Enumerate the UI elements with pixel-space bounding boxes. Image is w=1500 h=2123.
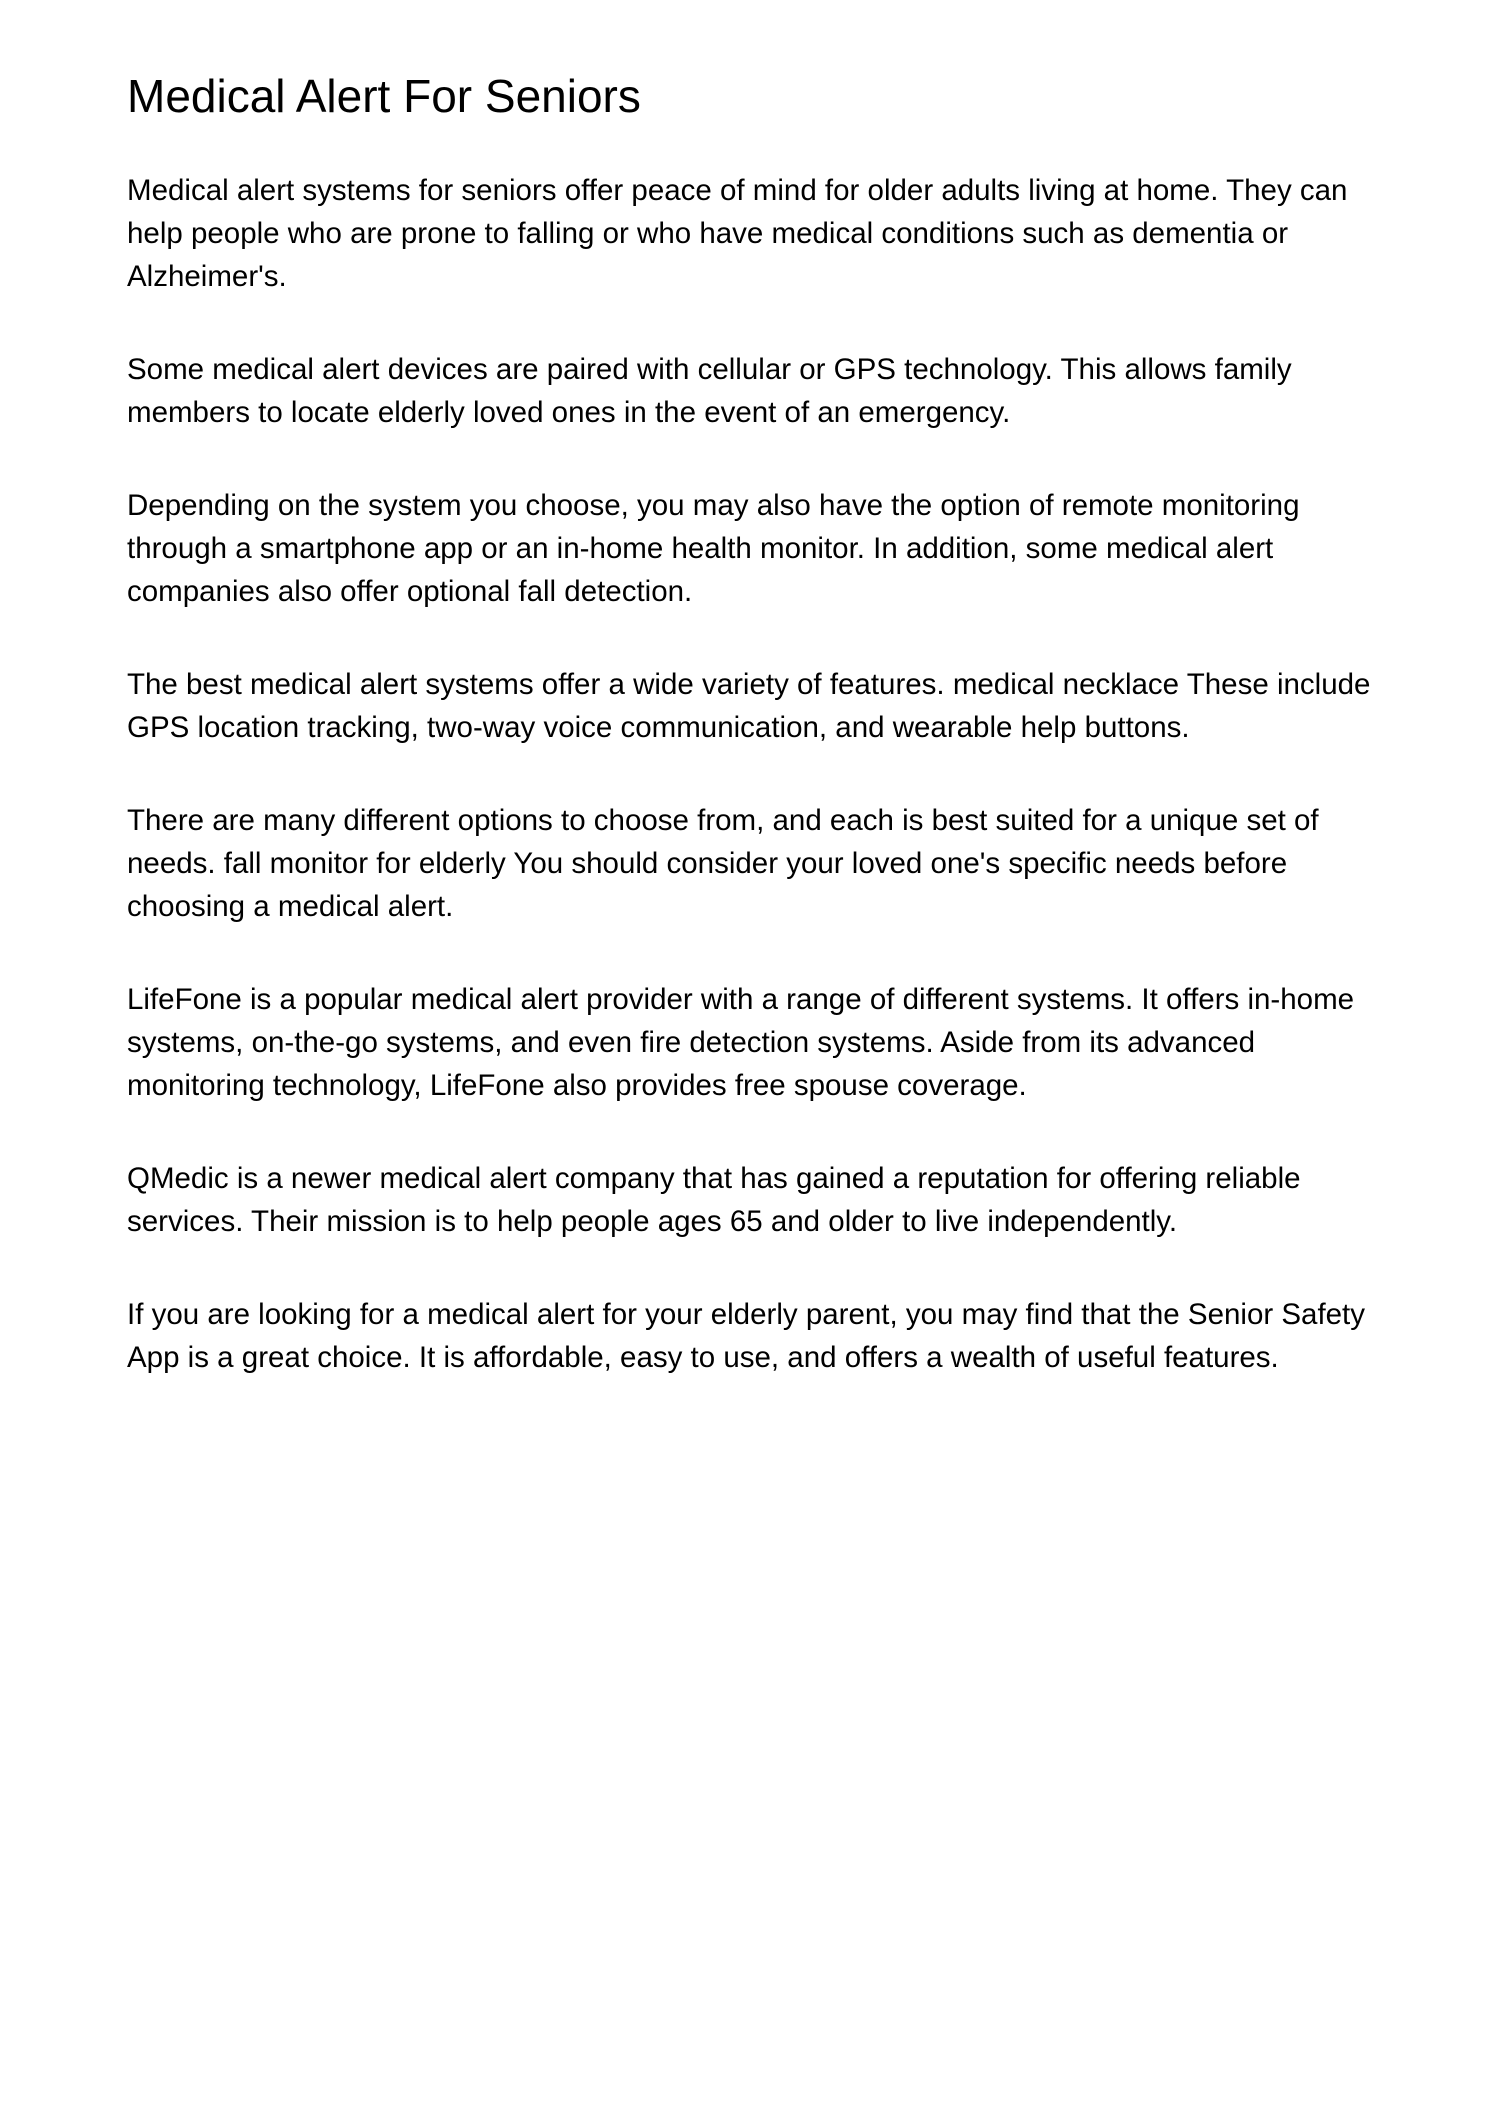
paragraph-best-systems-features: The best medical alert systems offer a wide variety of features. medical necklace These include GPS location tracking, two-way voice communication, and wearable help buttons. (127, 667, 1371, 744)
paragraph-intro: Medical alert systems for seniors offer peace of mind for older adults living at home. They can help people who are prone to falling or who have medical conditions such as dementia or Alzheimer's. (127, 173, 1348, 293)
paragraph-choosing-options: There are many different options to choose from, and each is best suited for a unique set of needs. fall monitor for elderly You should consider your loved one's specific needs before choosing a medical alert. (127, 803, 1319, 923)
paragraph-lifefone: LifeFone is a popular medical alert provider with a range of different systems. It offers in-home systems, on-the-go systems, and even fire detection systems. Aside from its advanced monitoring technology, LifeFone also provides free spouse coverage. (127, 982, 1355, 1102)
page-title: Medical Alert For Seniors (127, 70, 641, 122)
paragraph-senior-safety-app: If you are looking for a medical alert for your elderly parent, you may find that the Senior Safety App is a great choice. It is affordable, easy to use, and offers a wealth of useful features. (127, 1297, 1366, 1374)
paragraph-qmedic: QMedic is a newer medical alert company that has gained a reputation for offering reliable services. Their mission is to help people ages 65 and older to live independently. (127, 1161, 1301, 1238)
paragraph-remote-monitoring: Depending on the system you choose, you may also have the option of remote monitoring through a smartphone app or an in-home health monitor. In addition, some medical alert companies also offer optional fall detection. (127, 488, 1300, 608)
paragraph-gps-cellular: Some medical alert devices are paired with cellular or GPS technology. This allows family members to locate elderly loved ones in the event of an emergency. (127, 352, 1292, 429)
